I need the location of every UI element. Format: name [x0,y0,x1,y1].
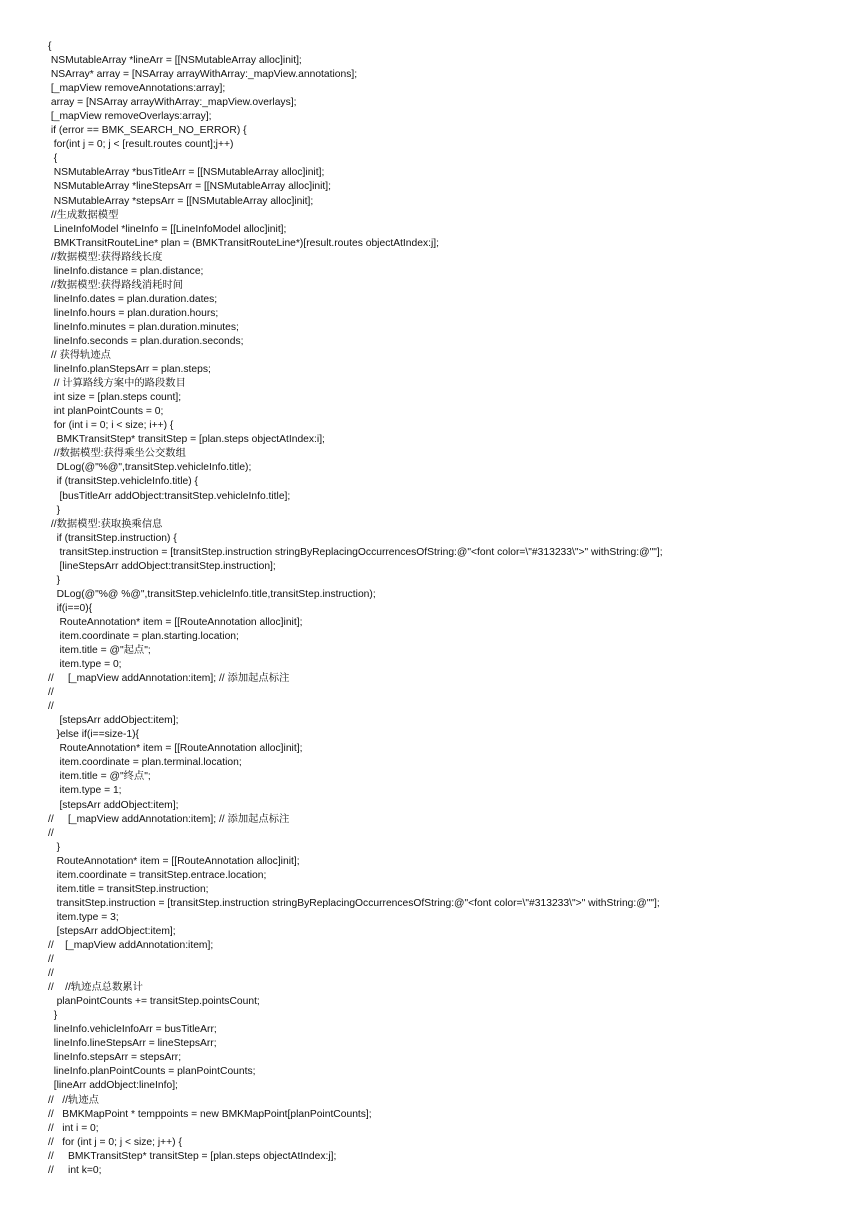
code-line: RouteAnnotation* item = [[RouteAnnotation alloc]init]; [48,855,300,867]
code-line: // int k=0; [48,1164,102,1176]
code-line: DLog(@"%@",transitStep.vehicleInfo.title); [48,462,252,474]
code-line: //数据模型:获得路线长度 [48,251,163,263]
code-line: // [_mapView addAnnotation:item]; // 添加起点标注 [48,813,290,825]
code-line: // [48,954,54,966]
code-line: NSMutableArray *lineStepsArr = [[NSMutableArray alloc]init]; [48,181,331,193]
code-line: NSMutableArray *lineArr = [[NSMutableArray alloc]init]; [48,55,302,67]
code-line: { [48,153,58,165]
code-line: // [_mapView addAnnotation:item]; [48,940,214,951]
code-line: item.coordinate = plan.terminal.location; [48,757,242,769]
code-block [48,40,848,1178]
code-line: } [48,1010,58,1022]
code-line: lineInfo.vehicleInfoArr = busTitleArr; [48,1024,217,1036]
code-line: [stepsArr addObject:item]; [48,799,179,811]
code-line: [lineArr addObject:lineInfo]; [48,1080,178,1092]
code-line: planPointCounts += transitStep.pointsCount; [48,996,260,1008]
code-line: int planPointCounts = 0; [48,406,164,418]
code-line: NSMutableArray *busTitleArr = [[NSMutableArray alloc]init]; [48,167,325,179]
code-line: lineInfo.distance = plan.distance; [48,265,204,277]
code-line: // BMKMapPoint * temppoints = new BMKMapPoint[planPointCounts]; [48,1108,372,1120]
code-line: lineInfo.stepsArr = stepsArr; [48,1052,182,1064]
code-line: NSMutableArray *stepsArr = [[NSMutableArray alloc]init]; [48,195,314,207]
code-line: // [48,968,54,980]
code-line: [stepsArr addObject:item]; [48,715,179,727]
code-line: array = [NSArray arrayWithArray:_mapView.overlays]; [48,97,297,109]
code-line: BMKTransitRouteLine* plan = (BMKTransitRouteLine*)[result.routes objectAtIndex:j]; [48,237,439,249]
code-line: for(int j = 0; j < [result.routes count];j++) [48,139,234,151]
code-line: if (transitStep.instruction) { [48,532,177,544]
code-line: if (error == BMK_SEARCH_NO_ERROR) { [48,125,247,137]
code-line: item.coordinate = transitStep.entrace.location; [48,869,267,881]
code-line: { [48,41,52,52]
code-line: }else if(i==size-1){ [48,729,139,741]
code-line: lineInfo.minutes = plan.duration.minutes; [48,321,239,333]
code-line: // for (int j = 0; j < size; j++) { [48,1136,182,1148]
code-line: //数据模型:获得路线消耗时间 [48,279,184,291]
code-line: // [_mapView addAnnotation:item]; // 添加起点标注 [48,673,290,685]
code-line: [lineStepsArr addObject:transitStep.instruction]; [48,560,276,572]
code-line: [stepsArr addObject:item]; [48,925,176,937]
code-line: // 获得轨迹点 [48,350,111,362]
code-line: for (int i = 0; i < size; i++) { [48,420,174,432]
code-line: int size = [plan.steps count]; [48,392,182,404]
code-line: NSArray* array = [NSArray arrayWithArray:_mapView.annotations]; [48,69,358,81]
code-line: // //轨迹点总数累计 [48,982,143,994]
code-line: item.type = 0; [48,659,122,671]
code-line: // [48,687,54,699]
code-line: item.type = 3; [48,911,119,923]
code-line: //生成数据模型 [48,209,119,221]
code-line: BMKTransitStep* transitStep = [plan.steps objectAtIndex:i]; [48,434,325,446]
code-line: } [48,841,61,853]
code-line: //数据模型:获取换乘信息 [48,518,163,530]
code-line: // [48,701,54,713]
code-line: lineInfo.planPointCounts = planPointCounts; [48,1066,256,1078]
code-line: item.title = transitStep.instruction; [48,883,209,895]
code-line: item.type = 1; [48,785,122,797]
code-line: } [48,574,61,586]
code-line: lineInfo.lineStepsArr = lineStepsArr; [48,1038,217,1050]
code-line: } [48,504,61,516]
code-line: if(i==0){ [48,602,93,614]
code-line: [_mapView removeAnnotations:array]; [48,83,226,95]
code-line: [busTitleArr addObject:transitStep.vehicleInfo.title]; [48,490,291,502]
code-line: lineInfo.hours = plan.duration.hours; [48,307,219,319]
code-line: LineInfoModel *lineInfo = [[LineInfoModel alloc]init]; [48,223,287,235]
code-line: lineInfo.dates = plan.duration.dates; [48,293,218,305]
code-line: item.coordinate = plan.starting.location; [48,630,239,642]
code-line: // //轨迹点 [48,1094,99,1106]
code-line: //数据模型:获得乘坐公交数组 [48,448,186,460]
code-line: // 计算路线方案中的路段数目 [48,378,186,390]
code-line: transitStep.instruction = [transitStep.instruction stringByReplacingOccurrencesOfString:@"<font color=\"#313233\">" withString:@""]; [48,546,663,558]
code-line: // int i = 0; [48,1122,99,1134]
code-line: RouteAnnotation* item = [[RouteAnnotation alloc]init]; [48,743,303,755]
code-line: // BMKTransitStep* transitStep = [plan.steps objectAtIndex:j]; [48,1150,337,1162]
code-line: DLog(@"%@ %@",transitStep.vehicleInfo.title,transitStep.instruction); [48,588,376,600]
code-line: [_mapView removeOverlays:array]; [48,111,212,123]
code-line: item.title = @"终点"; [48,771,151,783]
code-line: RouteAnnotation* item = [[RouteAnnotation alloc]init]; [48,616,303,628]
code-line: item.title = @"起点"; [48,645,151,657]
code-line: lineInfo.planStepsArr = plan.steps; [48,364,211,376]
code-line: // [48,827,54,839]
code-line: lineInfo.seconds = plan.duration.seconds; [48,335,244,347]
code-line: if (transitStep.vehicleInfo.title) { [48,476,198,488]
code-line: transitStep.instruction = [transitStep.instruction stringByReplacingOccurrencesOfString:@"<font color=\"#313233\">" withString:@""]; [48,897,660,909]
